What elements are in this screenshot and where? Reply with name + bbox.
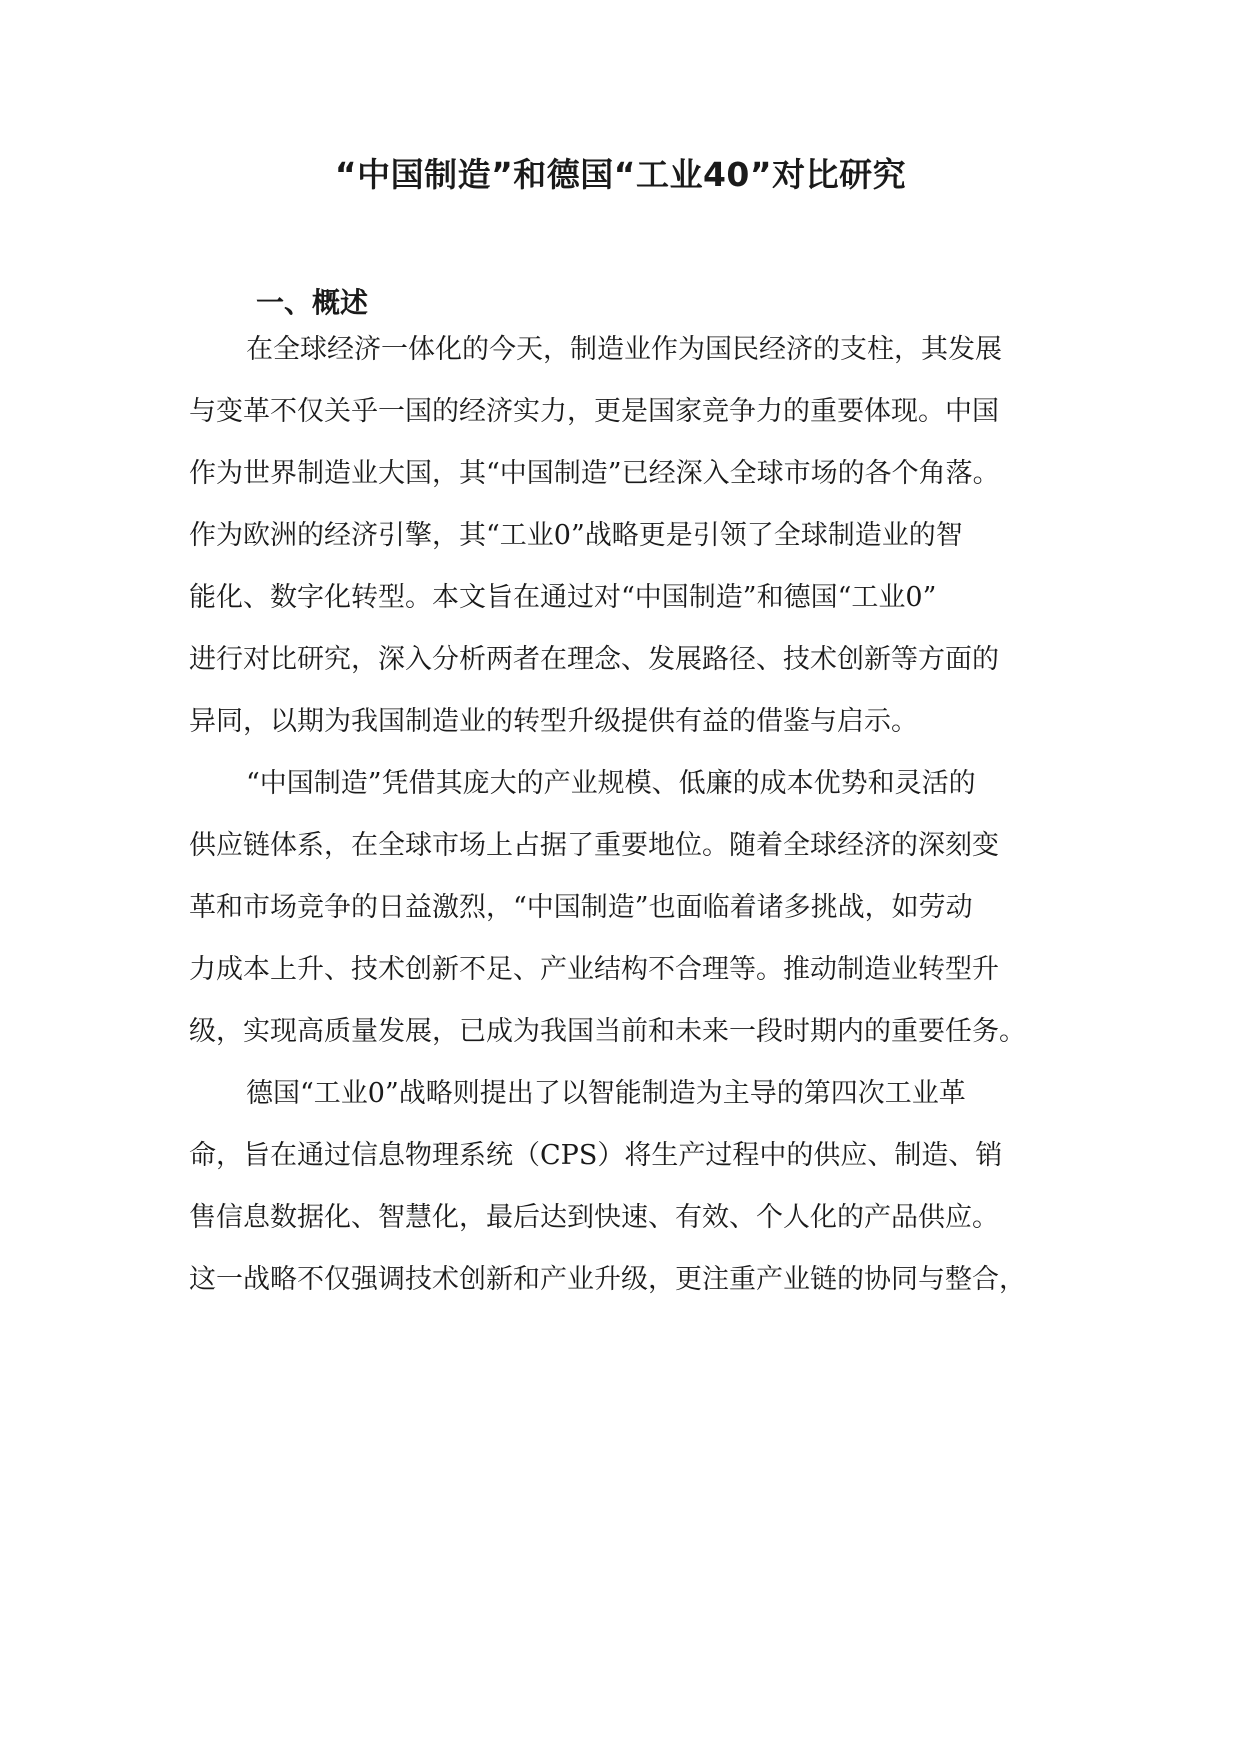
paragraph-2-line-1: “中国制造”凭借其庞大的产业规模、低廉的成本优势和灵活的 xyxy=(246,768,976,799)
paragraph-1-line-5: 能化、数字化转型。本文旨在通过对“中国制造”和德国“工业0” xyxy=(189,582,937,613)
paragraph-1-line-4: 作为欧洲的经济引擎，其“工业0”战略更是引领了全球制造业的智 xyxy=(189,520,963,551)
paragraph-3-line-3: 售信息数据化、智慧化，最后达到快速、有效、个人化的产品供应。 xyxy=(189,1202,999,1233)
paragraph-1-line-3: 作为世界制造业大国，其“中国制造”已经深入全球市场的各个角落。 xyxy=(189,458,1000,489)
paragraph-2-line-3: 革和市场竞争的日益激烈，“中国制造”也面临着诸多挑战，如劳动 xyxy=(189,892,973,923)
paragraph-1-line-7: 异同，以期为我国制造业的转型升级提供有益的借鉴与启示。 xyxy=(189,706,918,737)
section-heading: 一、概述 xyxy=(256,286,369,319)
document-title: “中国制造”和德国“工业40”对比研究 xyxy=(334,155,907,194)
paragraph-3-line-2: 命，旨在通过信息物理系统（CPS）将生产过程中的供应、制造、销 xyxy=(189,1140,1003,1171)
paragraph-2-line-5: 级，实现高质量发展，已成为我国当前和未来一段时期内的重要任务。 xyxy=(189,1016,1026,1047)
paragraph-1-line-6: 进行对比研究，深入分析两者在理念、发展路径、技术创新等方面的 xyxy=(189,644,999,675)
paragraph-1-line-2: 与变革不仅关乎一国的经济实力，更是国家竞争力的重要体现。中国 xyxy=(189,396,999,427)
paragraph-3-line-4: 这一战略不仅强调技术创新和产业升级，更注重产业链的协同与整合， xyxy=(189,1264,1026,1295)
paragraph-1-line-1: 在全球经济一体化的今天，制造业作为国民经济的支柱，其发展 xyxy=(246,334,1002,365)
paragraph-2-line-4: 力成本上升、技术创新不足、产业结构不合理等。推动制造业转型升 xyxy=(189,954,999,985)
paragraph-3-line-1: 德国“工业0”战略则提出了以智能制造为主导的第四次工业革 xyxy=(246,1078,966,1109)
paragraph-2-line-2: 供应链体系，在全球市场上占据了重要地位。随着全球经济的深刻变 xyxy=(189,830,999,861)
